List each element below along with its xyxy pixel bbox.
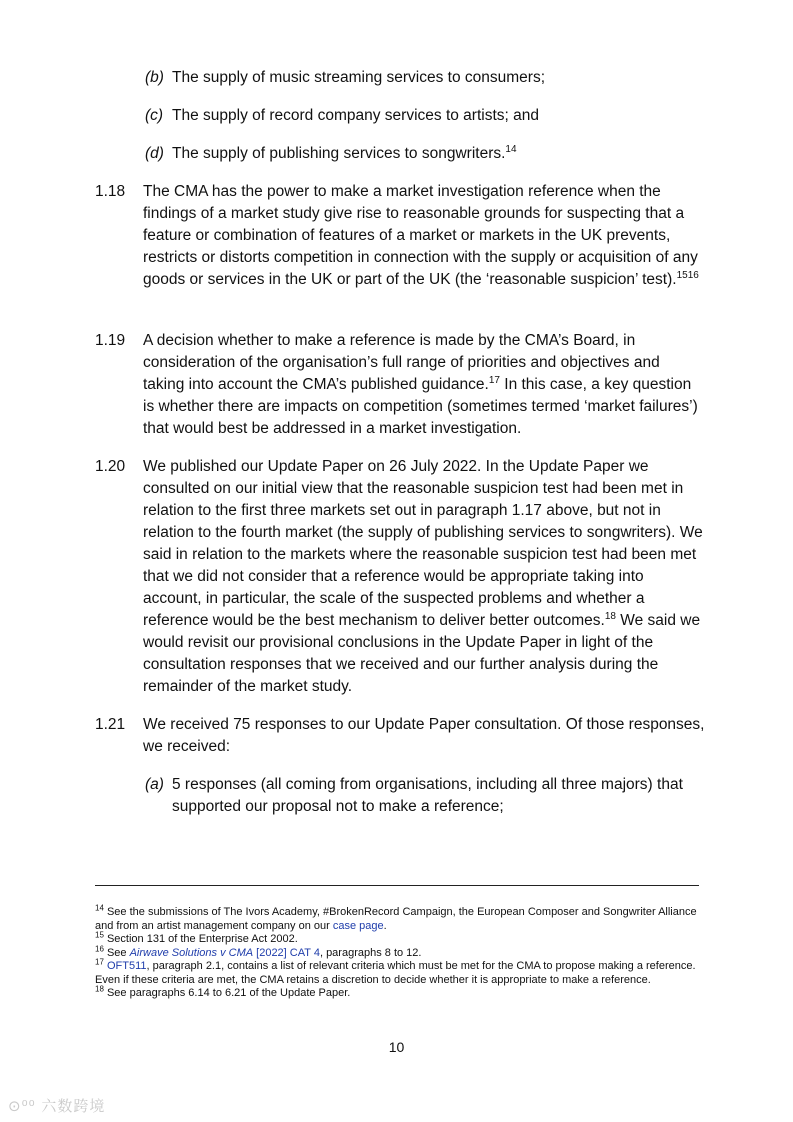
- paragraph-text: A decision whether to make a reference is made by the CMA’s Board, in consideration of the organisation’s full range of priorities and objectives and taking into account the CMA’s published guidance.$^{17}$ In this case, a key question is whether there are impacts on competition (sometimes termed ‘market failures’) that would best be addressed in a market investigation.: [143, 332, 698, 437]
- list-item-letter: (b): [145, 69, 164, 86]
- footnote-17: $^{17}$ OFT511, paragraph 2.1, contains a list of relevant criteria which must be met for the CMA to propose making a reference. Even if these criteria are met, the CMA retains a discretion to decide whether it is appropriate to make a reference.: [95, 957, 696, 986]
- list-item-d: [145, 143, 705, 165]
- footnote-18: $^{18}$ See paragraphs 6.14 to 6.21 of the Update Paper.: [95, 984, 351, 999]
- paragraph-1-19: [95, 330, 705, 440]
- list-item-text: The supply of record company services to artists; and: [172, 107, 539, 124]
- paragraph-text: The CMA has the power to make a market investigation reference when the findings of a market study give rise to reasonable grounds for suspecting that a feature or combination of features of a market or markets in the UK prevents, restricts or distorts competition in connection with the supply or acquisition of any goods or services in the UK or part of the UK (the ‘reasonable suspicion’ test).$^{1516}$: [143, 183, 699, 288]
- paragraph-number: 1.19: [95, 332, 126, 349]
- list-item-letter: (a): [145, 776, 164, 793]
- footnote-ref-15-16[interactable]: 1516: [676, 269, 699, 281]
- footnote-divider: [95, 885, 699, 886]
- paragraph-number: 1.20: [95, 458, 126, 475]
- paragraph-text: We received 75 responses to our Update Paper consultation. Of those responses, we received:: [143, 716, 705, 755]
- list-item-text: The supply of music streaming services to consumers;: [172, 69, 545, 86]
- footnote-ref-18[interactable]: 18: [604, 610, 616, 622]
- list-item-a: [145, 774, 705, 818]
- paragraph-1-20: [95, 456, 705, 698]
- footnote-14: $^{14}$ See the submissions of The Ivors Academy, #BrokenRecord Campaign, the European Composer and Songwriter Alliance and from an artist management company on our case page.: [95, 903, 697, 932]
- footnote-ref-14[interactable]: 14: [505, 143, 517, 155]
- list-item-c: [145, 105, 705, 127]
- oft511-link[interactable]: OFT511: [106, 960, 147, 972]
- paragraph-1-21: [95, 714, 705, 758]
- list-item-letter: (c): [145, 107, 164, 124]
- footnotes: [95, 903, 700, 1001]
- footnote-ref-17[interactable]: 17: [488, 374, 500, 386]
- watermark-logo: ⊙⁰⁰ 六数跨境: [8, 1097, 106, 1115]
- footnote-15: $^{15}$ Section 131 of the Enterprise Act 2002.: [95, 930, 298, 945]
- page-number: 10: [388, 1039, 405, 1055]
- list-item-text: The supply of publishing services to songwriters.$^{14}$: [172, 143, 517, 162]
- list-item-b: [145, 67, 705, 89]
- paragraph-number: 1.21: [95, 716, 126, 733]
- paragraph-1-18: [95, 181, 705, 291]
- paragraph-number: 1.18: [95, 183, 126, 200]
- list-item-letter: (d): [145, 145, 164, 162]
- airwave-solutions-link[interactable]: Airwave Solutions v CMA [2022] CAT 4: [129, 946, 320, 959]
- paragraph-text: We published our Update Paper on 26 July 2022. In the Update Paper we consulted on our initial view that the reasonable suspicion test had been met in relation to the first three markets set out in paragraph 1.17 above, but not in relation to the fourth market (the supply of publishing services to songwriters). We said in relation to the markets where the reasonable suspicion test had been met that we did not consider that a reference would be appropriate taking into account, in particular, the scale of the suspected problems and whether a reference would be the best mechanism to deliver better outcomes.$^{18}$ We said we would revisit our provisional conclusions in the Update Paper in light of the consultation responses that we received and our further analysis during the remainder of the market study.: [143, 458, 703, 695]
- case-page-link[interactable]: case page: [332, 919, 384, 932]
- footnote-16: $^{16}$ See Airwave Solutions v CMA [2022] CAT 4, paragraphs 8 to 12.: [95, 943, 422, 959]
- list-item-text: 5 responses (all coming from organisations, including all three majors) that supported our proposal not to make a reference;: [172, 776, 683, 815]
